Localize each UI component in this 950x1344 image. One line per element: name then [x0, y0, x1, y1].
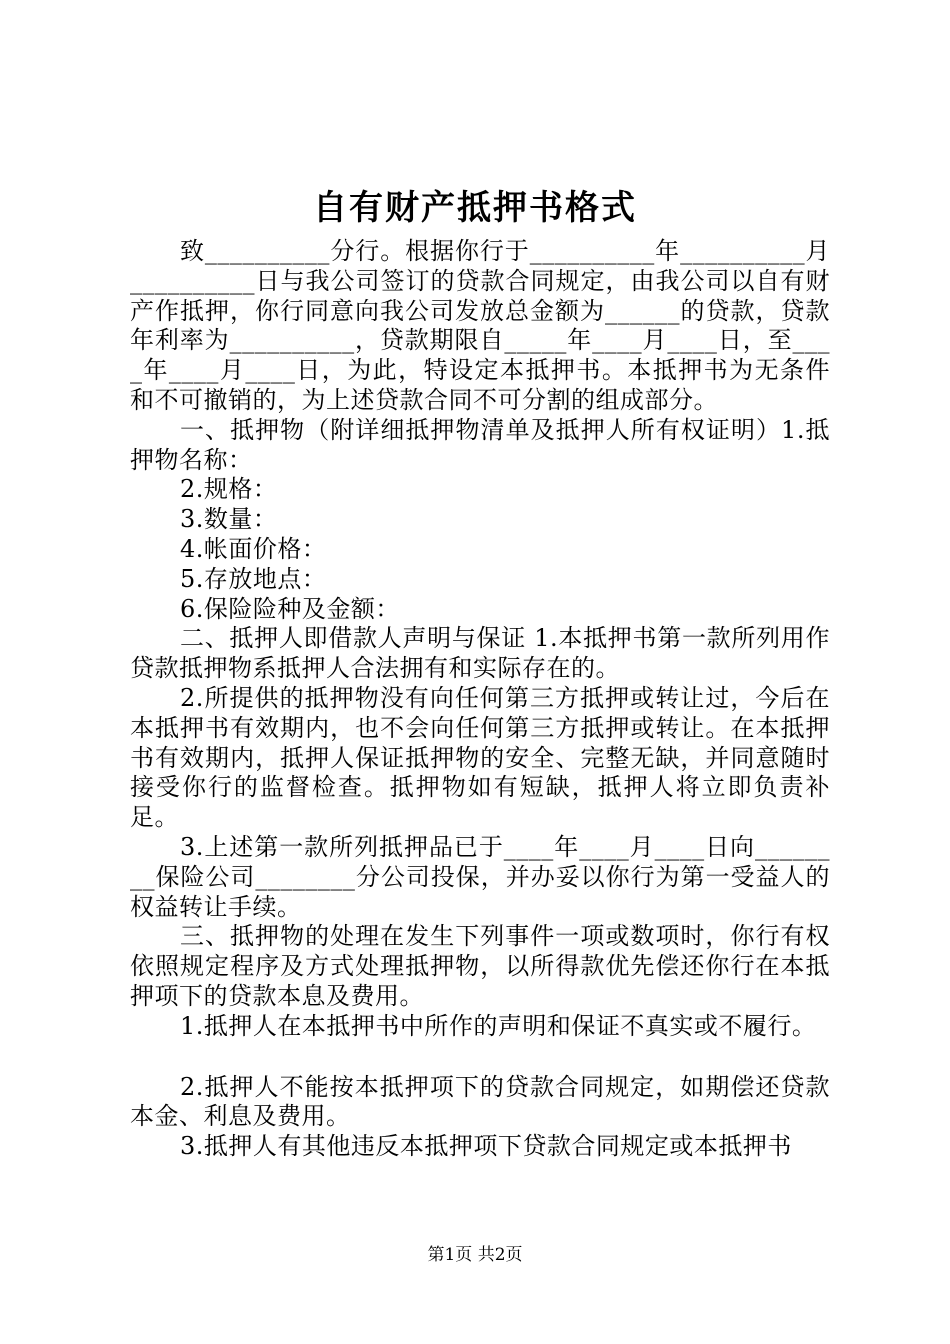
paragraph-section-3-item-2: 2.抵押人不能按本抵押项下的贷款合同规定，如期偿还贷款本金、利息及费用。 — [130, 1072, 830, 1131]
paragraph-section-3-item-1: 1.抵押人在本抵押书中所作的声明和保证不真实或不履行。 — [180, 1011, 817, 1040]
paragraph-item-spec: 2.规格： — [180, 475, 278, 504]
paragraph-item-quantity: 3.数量： — [180, 505, 278, 534]
page-footer: 第1页 共2页 — [427, 1245, 523, 1265]
paragraph-item-location: 5.存放地点： — [180, 564, 327, 593]
document-title: 自有财产抵押书格式 — [313, 188, 637, 228]
paragraph-section-2: 二、抵押人即借款人声明与保证 1.本抵押书第一款所列用作贷款抵押物系抵押人合法拥有和实际存在的。 — [130, 624, 830, 683]
paragraph-section-1: 一、抵押物（附详细抵押物清单及抵押人所有权证明）1.抵押物名称： — [130, 415, 830, 474]
paragraph-section-2-item-2: 2.所提供的抵押物没有向任何第三方抵押或转让过，今后在本抵押书有效期内，也不会向任何第三方抵押或转让。在本抵押书有效期内，抵押人保证抵押物的安全、完整无缺，并同意随时接受你行的监督检查。抵押物如有短缺，抵押人将立即负责补足。 — [130, 683, 830, 832]
paragraph-section-3: 三、抵押物的处理在发生下列事件一项或数项时，你行有权依照规定程序及方式处理抵押物，以所得款优先偿还你行在本抵押项下的贷款本息及费用。 — [130, 922, 830, 1010]
document-body — [130, 237, 830, 1162]
paragraph-section-2-item-3: 3.上述第一款所列抵押品已于____年____月____日向________保险公司________分公司投保，并办妥以你行为第一受益人的权益转让手续。 — [130, 832, 830, 921]
paragraph-section-3-item-3: 3.抵押人有其他违反本抵押项下贷款合同规定或本抵押书 — [180, 1132, 792, 1161]
paragraph-item-insurance: 6.保险险种及金额： — [180, 594, 400, 623]
paragraph-item-book-value: 4.帐面价格： — [180, 534, 327, 563]
paragraph-preamble: 致__________分行。根据你行于__________年__________月__________日与我公司签订的贷款合同规定，由我公司以自有财产作抵押，你行同意向我公司发放总金额为______的贷款，贷款年利率为__________，贷款期限自_____年____月____日，至____年____月____日，为此，特设定本抵押书。本抵押书为无条件和不可撤销的，为上述贷款合同不可分割的组成部分。 — [130, 237, 830, 414]
